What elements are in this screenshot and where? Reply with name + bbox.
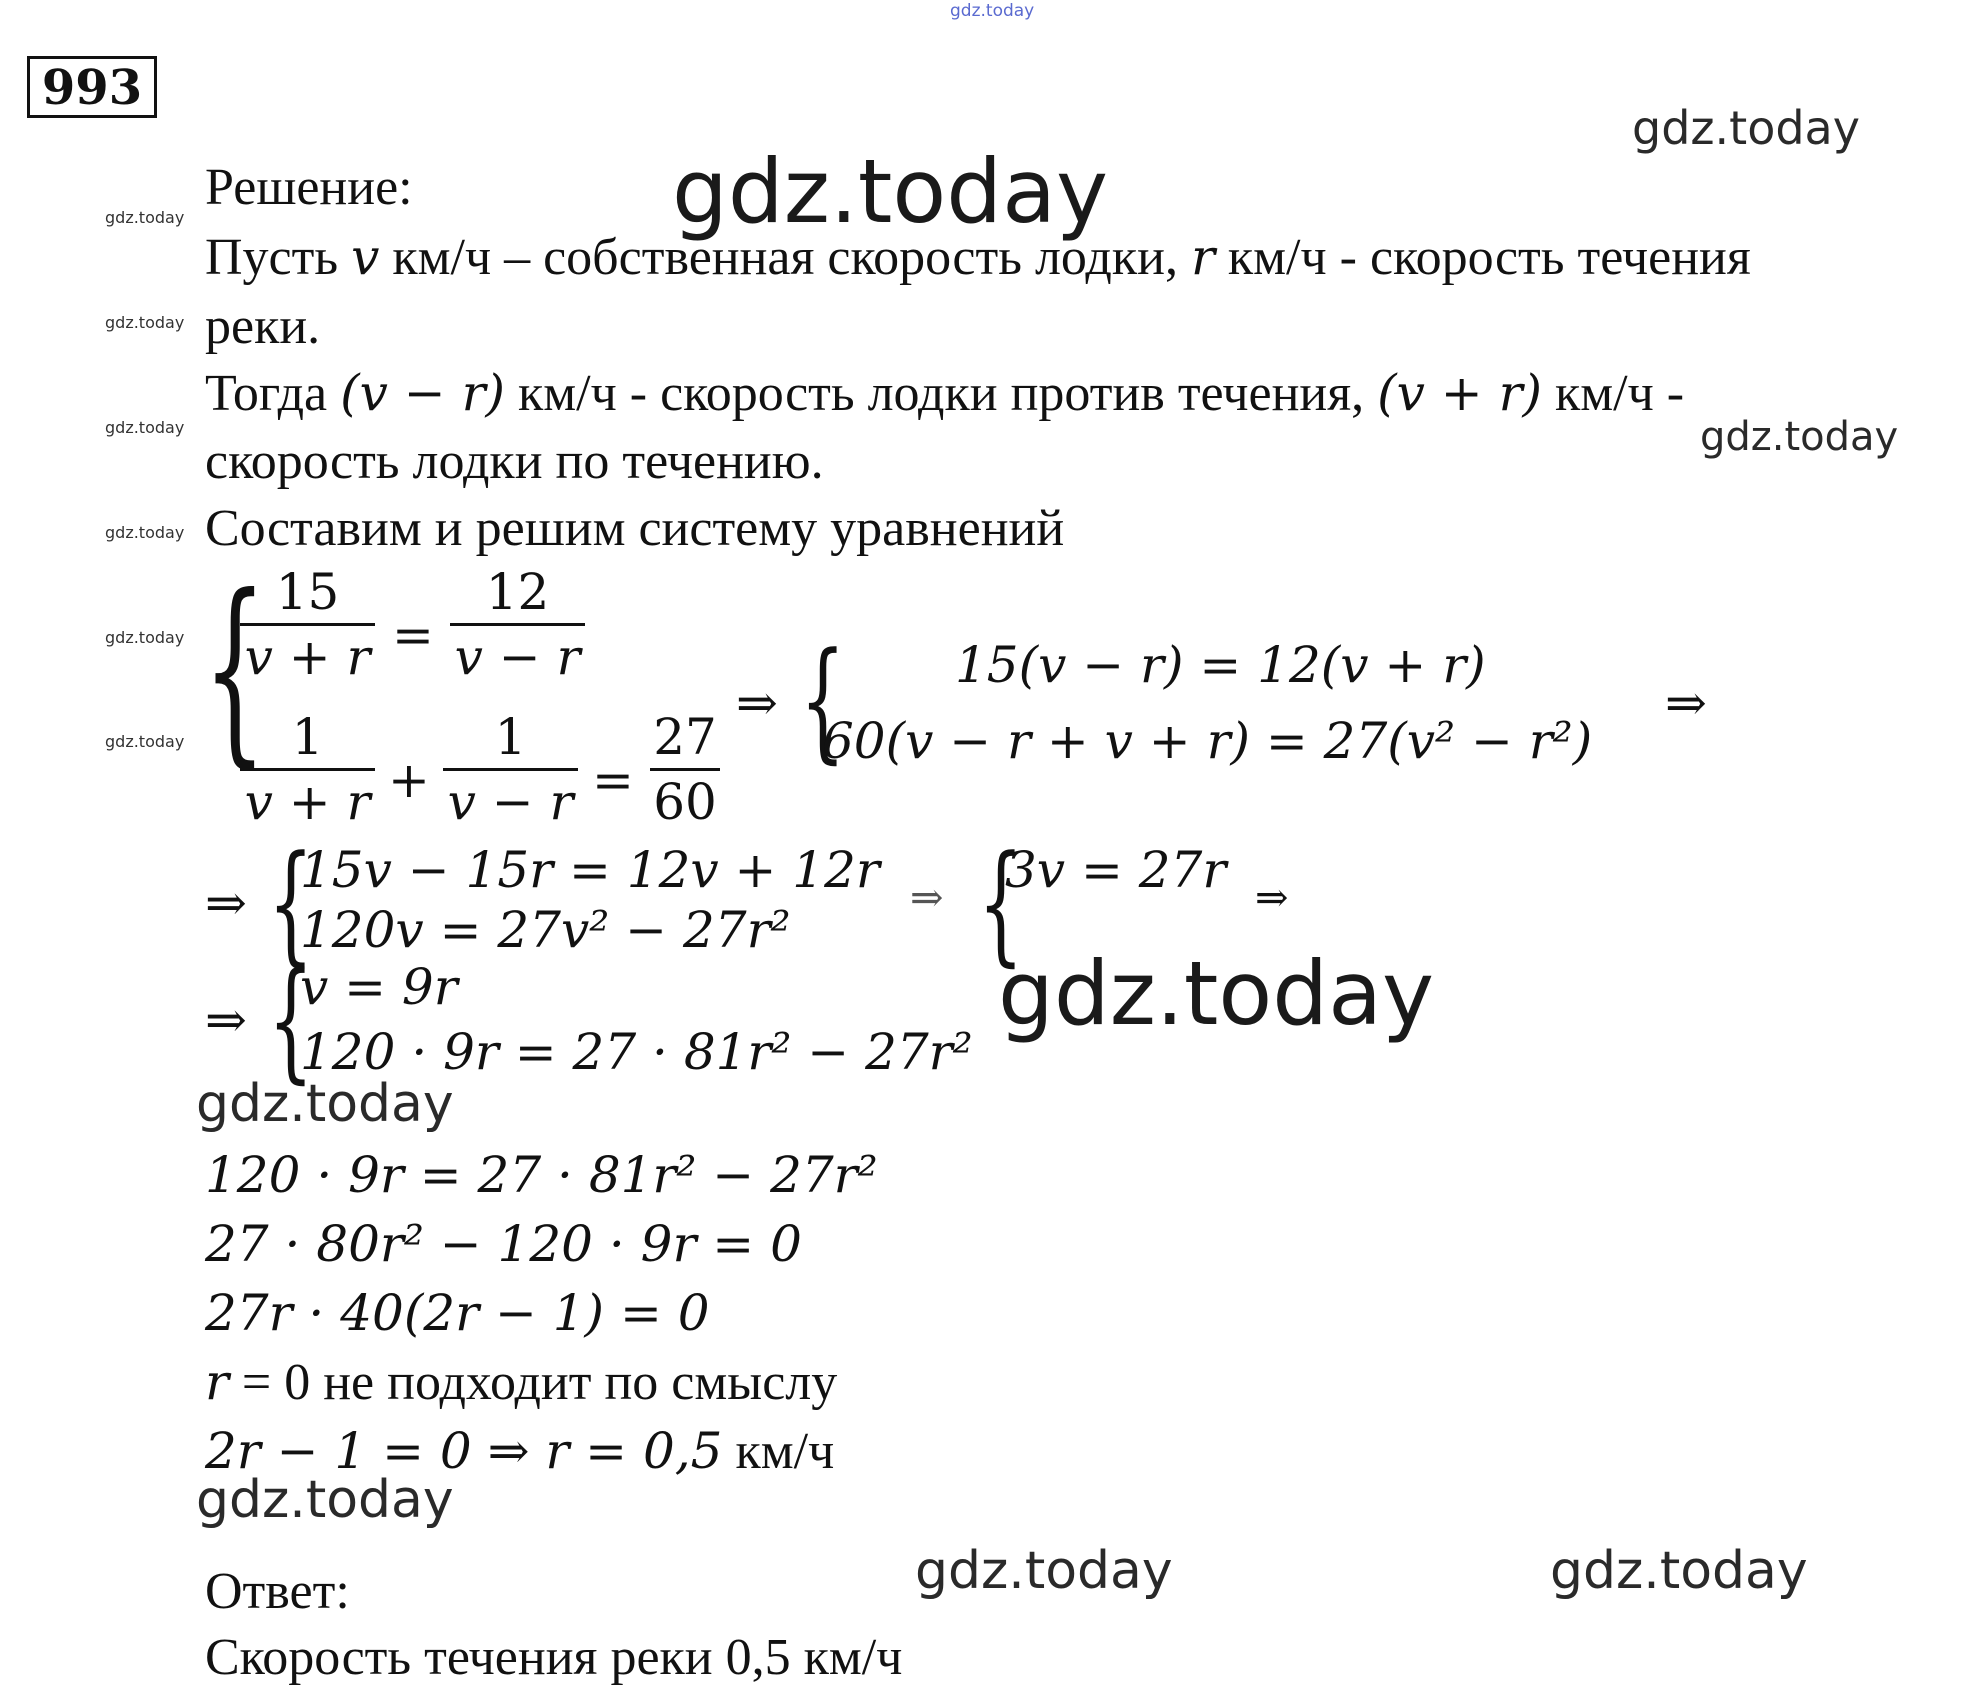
step-line: 27r · 40(2r − 1) = 0 (205, 1284, 710, 1342)
denominator: v − r (454, 628, 581, 686)
final-equation: 2r − 1 = 0 ⇒ r = 0,5 (205, 1422, 723, 1480)
final-units: км/ч (722, 1423, 835, 1480)
margin-watermark: gdz.today (105, 313, 185, 332)
watermark: gdz.today (196, 1470, 454, 1530)
intro-text: км/ч – собственная скорость лодки, (379, 229, 1191, 286)
implies-arrow: ⇒ (1665, 674, 1707, 732)
margin-watermark: gdz.today (105, 628, 185, 647)
answer-text: Скорость течения реки 0,5 км/ч (205, 1629, 903, 1686)
equals-sign: = (592, 751, 634, 809)
system-brace: { (203, 553, 267, 786)
equals-sign: = (392, 606, 434, 664)
intro-text: Тогда (205, 365, 341, 422)
problem-number: 993 (27, 56, 157, 118)
system3-row-3: 3v = 27r (1005, 841, 1227, 899)
margin-watermark: gdz.today (105, 418, 185, 437)
implies-arrow: ⇒ (1255, 875, 1289, 921)
system4-row-2: 120 · 9r = 27 · 81r² − 27r² (300, 1023, 973, 1081)
denominator: 60 (653, 773, 717, 831)
numerator: 1 (494, 708, 527, 766)
numerator: 1 (291, 708, 324, 766)
intro-text: км/ч - (1542, 365, 1685, 422)
system-brace: { (800, 624, 846, 776)
implies-arrow: ⇒ (205, 991, 247, 1049)
system2-row-2: 60(v − r + v + r) = 27(v² − r²) (822, 712, 1593, 770)
fraction-1-over-v-minus-r (443, 708, 578, 831)
reject-line (205, 1353, 838, 1411)
var-r: r (205, 1353, 229, 1411)
step-line: 27 · 80r² − 120 · 9r = 0 (205, 1215, 802, 1273)
system-brace: { (978, 827, 1024, 979)
margin-watermark: gdz.today (105, 208, 185, 227)
final-line (205, 1422, 835, 1480)
denominator: v − r (447, 773, 574, 831)
var-v: v (351, 228, 380, 286)
fraction-15-over-v-plus-r (240, 563, 375, 686)
intro-text: км/ч - скорость лодки против течения, (504, 365, 1378, 422)
denominator: v + r (244, 773, 371, 831)
system2-row-1: 15(v − r) = 12(v + r) (955, 636, 1486, 694)
reject-text: = 0 не подходит по смыслу (228, 1354, 838, 1411)
system-brace: { (268, 827, 314, 979)
intro-line-5: Составим и решим систему уравнений (205, 500, 1065, 557)
top-watermark: gdz.today (950, 1, 1035, 21)
watermark: gdz.today (196, 1074, 454, 1134)
implies-arrow: ⇒ (736, 674, 778, 732)
system4-row-1: v = 9r (300, 958, 458, 1016)
fraction-12-over-v-minus-r (450, 563, 585, 686)
answer-label: Ответ: (205, 1563, 350, 1620)
margin-watermark: gdz.today (105, 523, 185, 542)
implies-arrow: ⇒ (910, 875, 944, 921)
watermark: gdz.today (1632, 101, 1860, 155)
expr-v-minus-r: (v − r) (340, 364, 505, 422)
system-brace: { (268, 944, 314, 1096)
system3-row-2: 120v = 27v² − 27r² (300, 901, 791, 959)
watermark: gdz.today (1700, 414, 1899, 460)
numerator: 15 (275, 563, 340, 621)
fraction-1-over-v-plus-r (240, 708, 375, 831)
margin-watermark: gdz.today (105, 732, 185, 751)
expr-v-plus-r: (v + r) (1377, 364, 1542, 422)
system3-row-1: 15v − 15r = 12v + 12r (300, 841, 880, 899)
step-line: 120 · 9r = 27 · 81r² − 27r² (205, 1146, 878, 1204)
watermark: gdz.today (1550, 1541, 1808, 1601)
numerator: 12 (485, 563, 550, 621)
intro-line-1 (205, 228, 1751, 286)
implies-arrow: ⇒ (205, 874, 247, 932)
watermark: gdz.today (998, 942, 1435, 1045)
intro-line-3 (205, 364, 1685, 422)
denominator: v + r (244, 628, 371, 686)
watermark: gdz.today (672, 140, 1109, 243)
intro-line-4: скорость лодки по течению. (205, 433, 824, 490)
numerator: 27 (653, 708, 717, 766)
intro-text: Пусть (205, 229, 352, 286)
intro-line-2: реки. (205, 298, 321, 355)
plus-sign: + (388, 751, 430, 809)
watermark: gdz.today (915, 1541, 1173, 1601)
var-r: r (1190, 228, 1215, 286)
intro-text: км/ч - скорость течения (1214, 229, 1751, 286)
solution-heading: Решение: (205, 159, 413, 216)
fraction-27-over-60 (650, 708, 720, 831)
